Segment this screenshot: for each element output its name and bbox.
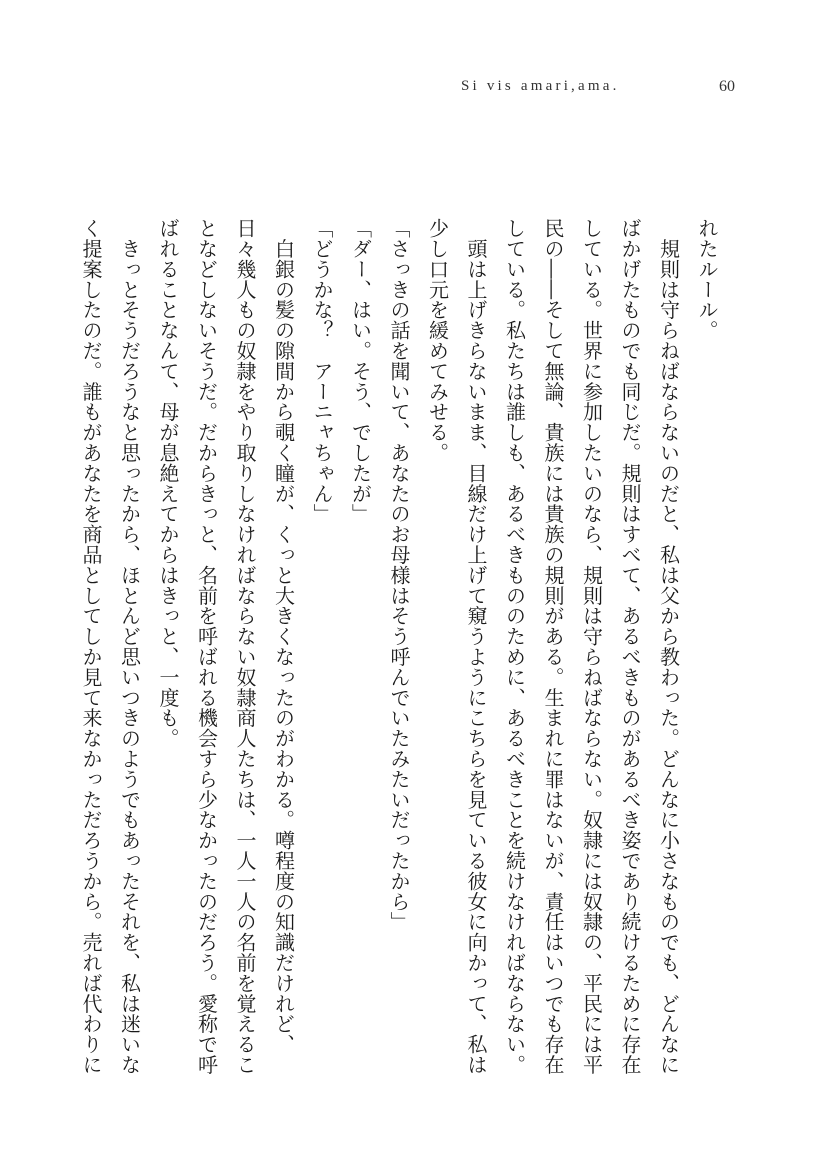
text-line: きっとそうだろうなと思ったから、ほとんど思いつきのようでもあったそれを、私は迷いな	[117, 218, 142, 1075]
text-line: している。世界に参加したいのなら、規則は守らねばならない。奴隷には奴隷の、平民には平	[579, 218, 604, 1075]
text-line: れたルール。	[695, 218, 719, 341]
vertical-text-body	[79, 218, 726, 1078]
running-title: Si vis amari,ama.	[461, 78, 620, 94]
running-header	[0, 78, 840, 102]
text-line: 白銀の髪の隙間から覗く瞳が、くっと大きくなったのがわかる。噂程度の知識だけれど、	[271, 218, 296, 1055]
text-line: している。私たちは誰しも、あるべきもののために、あるべきことを続けなければならない。	[502, 218, 527, 1075]
page-number: 60	[719, 78, 735, 95]
text-line: となどしないそうだ。だからきっと、名前を呼ばれる機会すら少なかったのだろう。愛称で呼	[194, 218, 219, 1075]
text-line: 「ダー、はい。そう、でしたが」	[348, 218, 373, 524]
text-line: 「どうかな？ アーニャちゃん」	[310, 218, 334, 524]
text-line: く提案したのだ。誰もがあなたを商品としてしか見て来なかっただろうから。売れば代わりに	[79, 218, 103, 1075]
text-line: ばかげたものでも同じだ。規則はすべて、あるべきものがあるべき姿であり続けるために存在	[618, 218, 642, 1075]
text-line: 民の――そして無論、貴族には貴族の規則がある。生まれに罪はないが、責任はいつでも存在	[541, 218, 565, 1075]
text-line: 「さっきの話を聞いて、あなたのお母様はそう呼んでいたみたいだったから」	[387, 218, 411, 932]
text-line: 規則は守らねばならないのだと、私は父から教わった。どんなに小さなものでも、どんなに	[656, 218, 681, 1075]
text-line: 頭は上げきらないまま、目線だけ上げて窺うようにこちらを見ている彼女に向かって、私は	[464, 218, 488, 1075]
text-line: 日々幾人もの奴隷をやり取りしなければならない奴隷商人たちは、一人一人の名前を覚えるこ	[233, 218, 257, 1075]
text-line: 少し口元を緩めてみせる。	[425, 218, 450, 463]
text-line: ばれることなんて、母が息絶えてからはきっと、一度も。	[156, 218, 180, 749]
